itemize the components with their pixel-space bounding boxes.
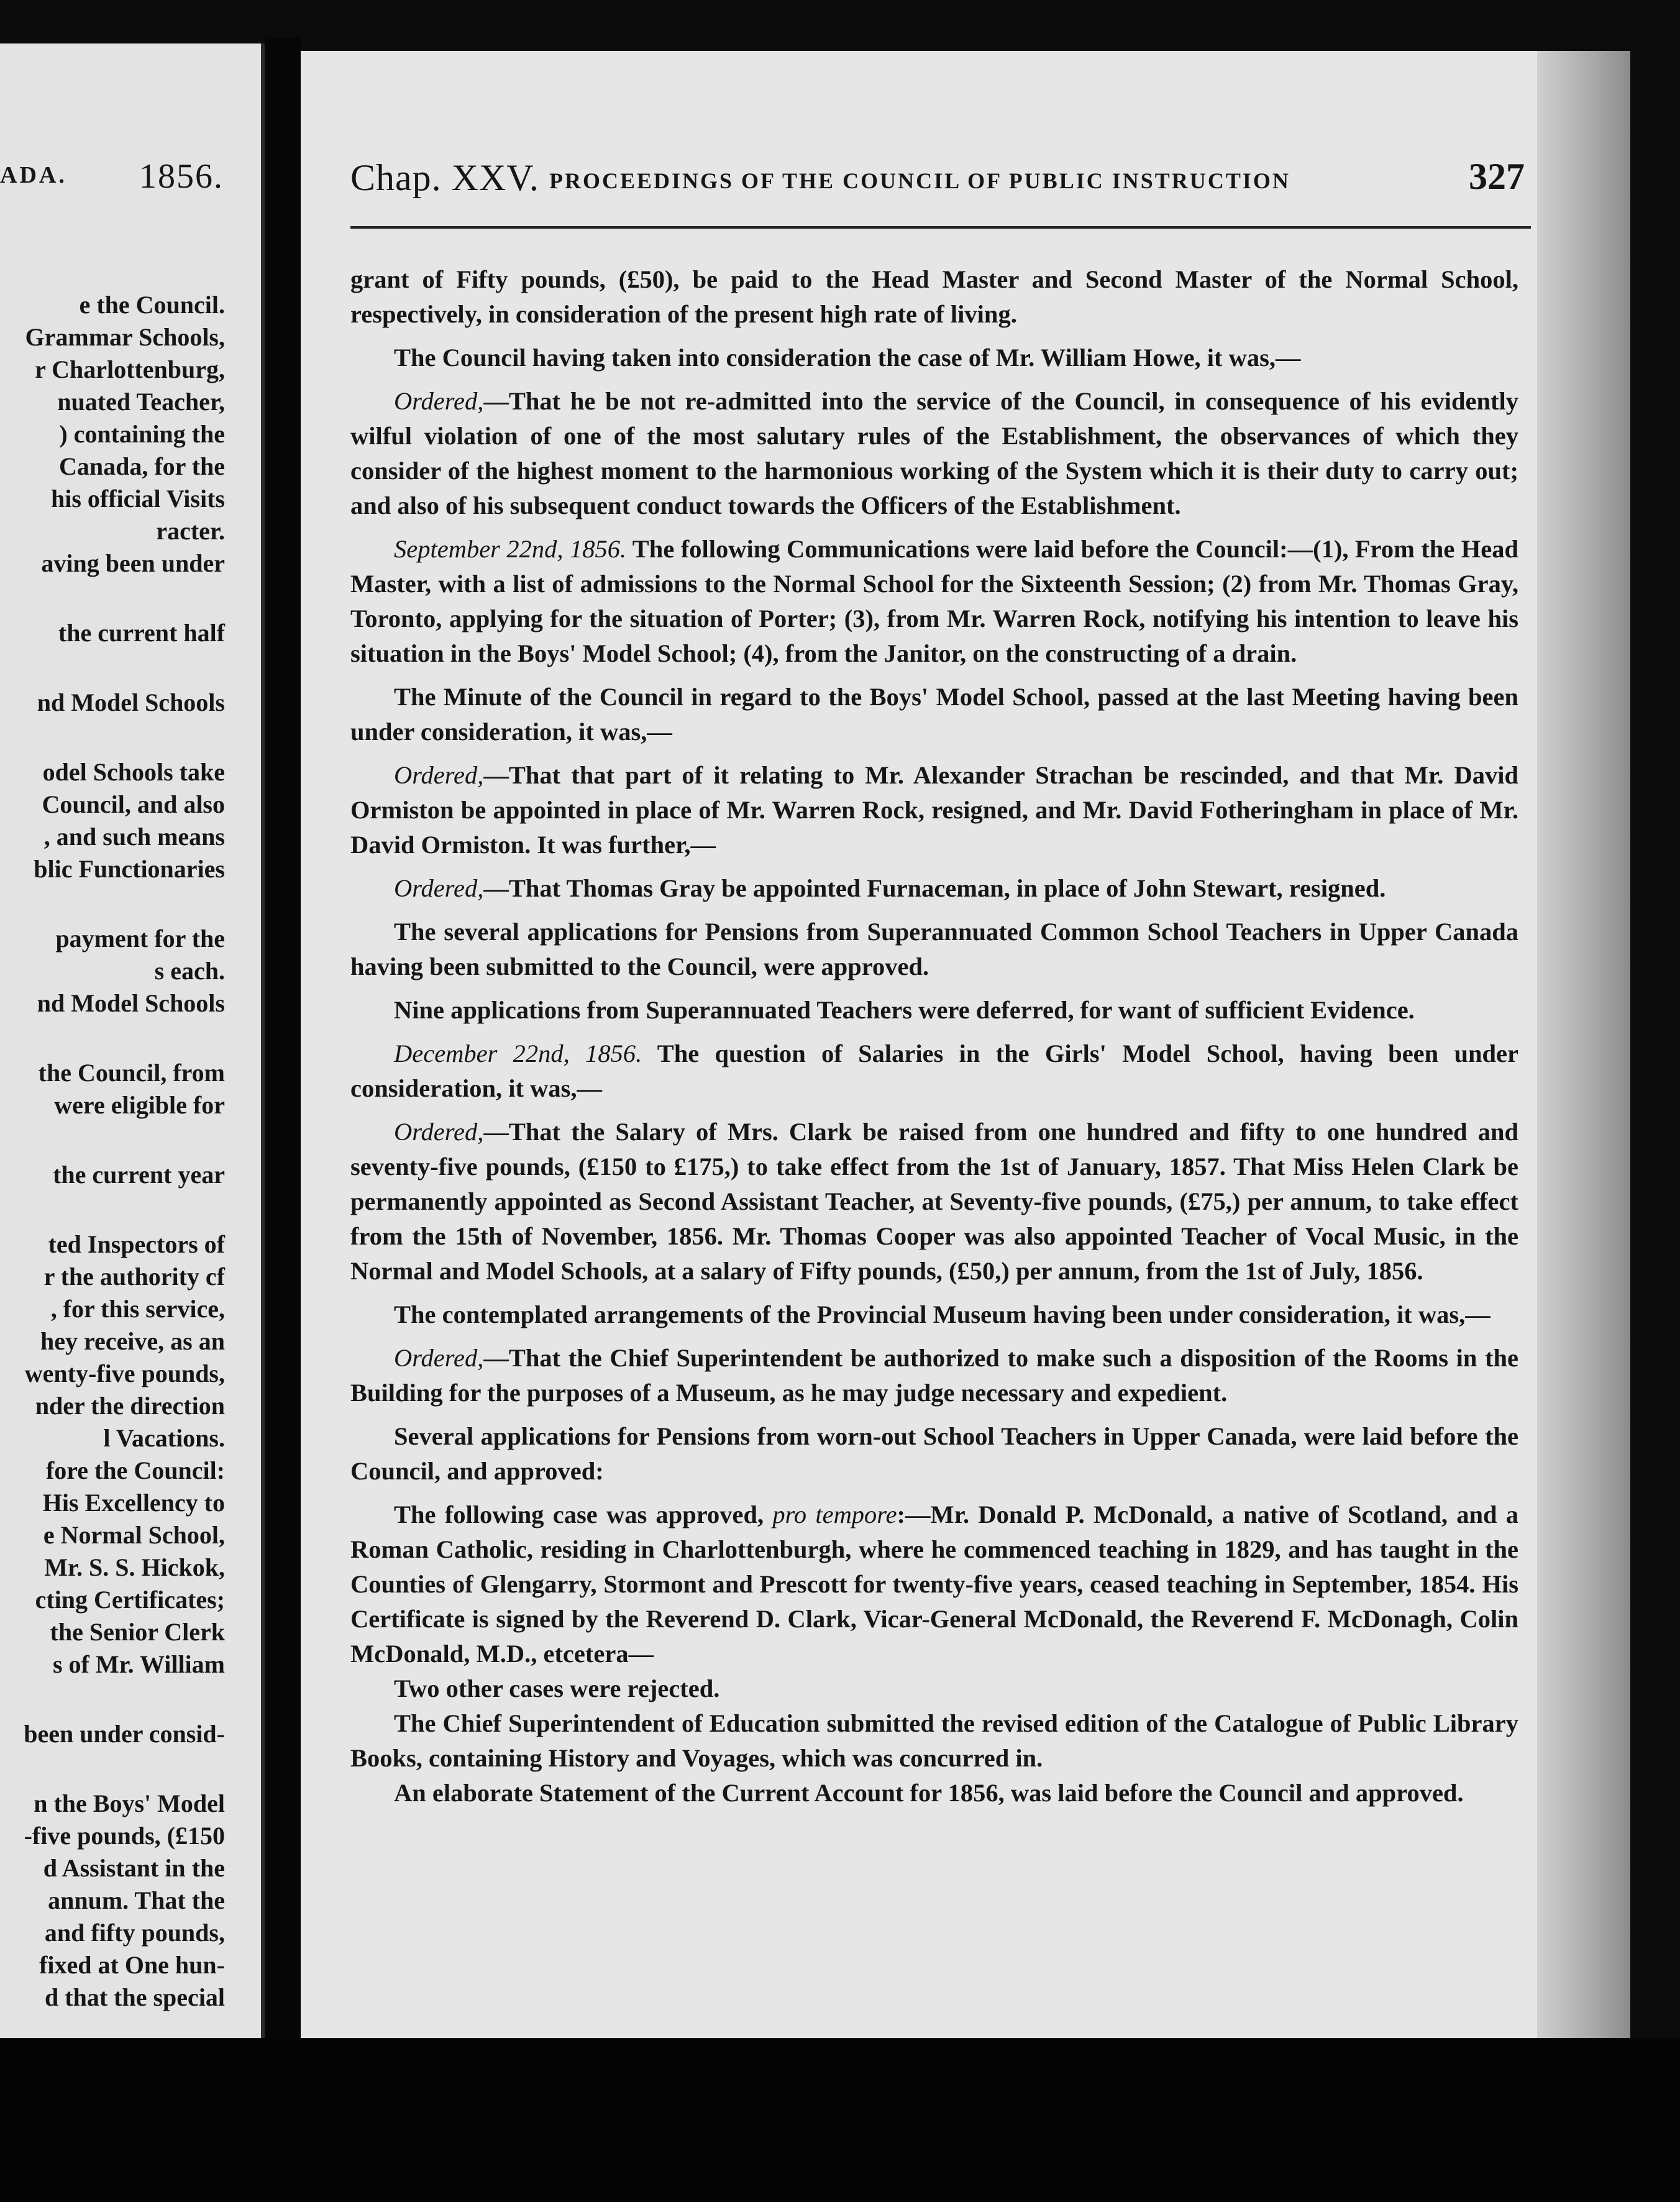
left-page-line: r Charlottenburg, bbox=[35, 355, 225, 383]
paragraph-text: The question of Salaries in the Girls' Model School, having been under consideration, it was,— bbox=[350, 1039, 1518, 1102]
paragraph-lead: Ordered, bbox=[394, 387, 484, 415]
left-page-line: odel Schools take bbox=[42, 758, 225, 786]
left-page-line: n the Boys' Model bbox=[34, 1789, 225, 1817]
left-page-line: the current year bbox=[53, 1161, 225, 1189]
left-page-line: aving been under bbox=[41, 549, 225, 577]
paragraph bbox=[350, 1297, 1518, 1332]
left-page-line: nuated Teacher, bbox=[57, 388, 225, 416]
left-page-line: His Excellency to bbox=[42, 1489, 225, 1517]
paragraph-text: The following Communications were laid before the Council:—(1), From the Head Master, with a list of admissions to the Normal School for the Sixteenth Session; (2) from Mr. Thomas Gray, Toronto, applying for the situation of Porter; (3), from Mr. Warren Rock, notifying his intention to leave his situation in the Boys' Model School; (4), from the Janitor, on the constructing of a drain. bbox=[350, 535, 1518, 667]
left-page-line: been under consid- bbox=[24, 1720, 225, 1748]
left-page-line: e the Council. bbox=[79, 291, 225, 319]
paragraph-italic: pro tempore bbox=[772, 1501, 897, 1528]
left-page-line: nd Model Schools bbox=[37, 688, 225, 716]
right-page bbox=[301, 51, 1630, 2101]
paragraph-text: —That the Salary of Mrs. Clark be raised from one hundred and fifty to one hundred and seventy-five pounds, (£150 to £175,) to take effect from the 1st of January, 1857. That Miss Helen Clark be permanently appointed as Second Assistant Teacher, at Seventy-five pounds, (£75,) per annum, to take effect from the 15th of November, 1856. Mr. Thomas Cooper was also appointed Teacher of Vocal Music, in the Normal and Model Schools, at a salary of Fifty pounds, (£50,) per annum, from the 1st of July, 1856. bbox=[350, 1118, 1518, 1285]
left-page-text bbox=[0, 289, 225, 2014]
left-page-line: s each. bbox=[154, 957, 225, 985]
book-spine-gap bbox=[265, 37, 301, 2088]
paragraph-text: —That that part of it relating to Mr. Alexander Strachan be rescinded, and that Mr. David Ormiston be appointed in place of Mr. Warren Rock, resigned, and Mr. David Fotheringham in place of Mr. David Ormiston. It was further,— bbox=[350, 761, 1518, 859]
left-page-line bbox=[0, 1020, 225, 1057]
left-page-line: wenty-five pounds, bbox=[24, 1359, 225, 1387]
left-page-line: his official Visits bbox=[50, 485, 225, 513]
running-title: PROCEEDINGS OF THE COUNCIL OF PUBLIC INSTRUCTION bbox=[549, 168, 1290, 193]
left-page-line: payment for the bbox=[55, 925, 225, 953]
left-page-line: fixed at One hun- bbox=[39, 1951, 225, 1979]
paragraph-lead: September 22nd, 1856. bbox=[394, 535, 627, 563]
page-number: 327 bbox=[1469, 156, 1525, 197]
left-page-line bbox=[0, 885, 225, 923]
paragraph-text: The contemplated arrangements of the Provincial Museum having been under consideration, it was,— bbox=[394, 1300, 1491, 1328]
paragraph-lead: Ordered, bbox=[394, 761, 484, 789]
left-page-line bbox=[0, 1122, 225, 1159]
page-edge-shadow bbox=[1537, 51, 1630, 2101]
left-page-line: -five pounds, (£150 bbox=[24, 1822, 225, 1850]
paragraph-text: The Council having taken into consideration the case of Mr. William Howe, it was,— bbox=[394, 344, 1301, 372]
running-header bbox=[350, 157, 1525, 206]
left-page-line: the Council, from bbox=[38, 1059, 225, 1087]
left-facing-page bbox=[0, 43, 265, 2063]
left-page-line: were eligible for bbox=[54, 1091, 225, 1119]
left-page-line: , for this service, bbox=[50, 1295, 225, 1323]
paragraph bbox=[350, 1419, 1518, 1489]
left-page-line: Grammar Schools, bbox=[25, 323, 225, 351]
paragraph-text: —That Thomas Gray be appointed Furnaceman, in place of John Stewart, resigned. bbox=[483, 874, 1386, 902]
paragraph-text: The Chief Superintendent of Education submitted the revised edition of the Catalogue of Public Library Books, containing History and Voyages, which was concurred in. bbox=[350, 1709, 1518, 1772]
left-page-line bbox=[0, 1681, 225, 1718]
left-page-line: racter. bbox=[156, 517, 225, 545]
left-page-line: annum. That the bbox=[48, 1886, 225, 1914]
left-page-line: e Normal School, bbox=[43, 1521, 225, 1549]
paragraph bbox=[350, 340, 1518, 375]
paragraph-text: The following case was approved, bbox=[394, 1501, 773, 1528]
left-page-line: l Vacations. bbox=[103, 1424, 225, 1452]
paragraph-text: The several applications for Pensions from Superannuated Common School Teachers in Upper Canada having been submitted to the Council, were approved. bbox=[350, 918, 1518, 980]
paragraph bbox=[350, 262, 1518, 332]
left-page-line bbox=[0, 719, 225, 756]
paragraph bbox=[350, 1115, 1518, 1289]
paragraph bbox=[350, 384, 1518, 523]
bottom-shadow bbox=[0, 2038, 1680, 2202]
left-page-line: Council, and also bbox=[42, 790, 225, 818]
left-page-line bbox=[0, 1191, 225, 1228]
left-page-line bbox=[0, 1750, 225, 1788]
left-page-line: Mr. S. S. Hickok, bbox=[44, 1553, 225, 1581]
paragraph bbox=[350, 1776, 1518, 1811]
chapter-label: Chap. XXV. bbox=[350, 157, 539, 198]
left-header-running-title: ADA. bbox=[0, 162, 67, 188]
paragraph-text: :—Mr. Donald P. McDonald, a native of Scotland, and a Roman Catholic, residing in Charlottenburgh, where he commenced teaching in 1829, and has taught in the Counties of Glengarry, Stormont and Prescott for twenty-five years, ceased teaching in September, 1854. His Certificate is signed by the Reverend D. Clark, Vicar-General McDonald, the Reverend F. McDonagh, Colin McDonald, M.D., etcetera— bbox=[350, 1501, 1518, 1668]
paragraph-text: Nine applications from Superannuated Teachers were deferred, for want of sufficient Evidence. bbox=[394, 996, 1415, 1024]
paragraph bbox=[350, 680, 1518, 749]
left-header-year: 1856. bbox=[139, 157, 224, 196]
paragraph-text: grant of Fifty pounds, (£50), be paid to the Head Master and Second Master of the Normal School, respectively, in consideration of the present high rate of living. bbox=[350, 265, 1518, 328]
left-page-header bbox=[0, 157, 224, 217]
left-page-line: , and such means bbox=[43, 823, 225, 851]
paragraph-text: Several applications for Pensions from worn-out School Teachers in Upper Canada, were laid before the Council, and approved: bbox=[350, 1422, 1518, 1485]
paragraph-text: Two other cases were rejected. bbox=[394, 1674, 720, 1702]
paragraph-text: An elaborate Statement of the Current Account for 1856, was laid before the Council and approved. bbox=[394, 1779, 1464, 1807]
left-page-line: nd Model Schools bbox=[37, 989, 225, 1017]
left-page-line: blic Functionaries bbox=[34, 855, 225, 883]
left-page-line: s of Mr. William bbox=[52, 1650, 225, 1678]
paragraph bbox=[350, 993, 1518, 1028]
paragraph bbox=[350, 1706, 1518, 1776]
paragraph bbox=[350, 871, 1518, 906]
left-page-line: nder the direction bbox=[35, 1392, 225, 1420]
left-page-line: ) containing the bbox=[59, 420, 225, 448]
left-page-line: d that the special bbox=[45, 1983, 225, 2011]
paragraph bbox=[350, 915, 1518, 984]
paragraph bbox=[350, 1497, 1518, 1671]
paragraph-lead: Ordered, bbox=[394, 874, 484, 902]
left-page-line: ted Inspectors of bbox=[48, 1230, 225, 1258]
paragraph-text: —That he be not re-admitted into the service of the Council, in consequence of his evidently wilful violation of one of the most salutary rules of the Establishment, the observances of which they consider of the highest moment to the harmonious working of the System which it is their duty to carry out; and also of his subsequent conduct towards the Officers of the Establishment. bbox=[350, 387, 1518, 519]
left-page-line bbox=[0, 649, 225, 687]
left-page-line: and fifty pounds, bbox=[44, 1919, 225, 1947]
left-page-line: the Senior Clerk bbox=[50, 1618, 225, 1646]
left-page-line: r the authority cf bbox=[43, 1263, 225, 1291]
page-body bbox=[350, 262, 1518, 1819]
paragraph-lead: Ordered, bbox=[394, 1118, 484, 1146]
left-page-line: the current half bbox=[58, 619, 225, 647]
paragraph bbox=[350, 532, 1518, 671]
paragraph bbox=[350, 1036, 1518, 1106]
paragraph bbox=[350, 1671, 1518, 1706]
left-page-line: d Assistant in the bbox=[43, 1854, 225, 1882]
left-page-line: cting Certificates; bbox=[35, 1586, 225, 1614]
left-page-line bbox=[0, 580, 225, 617]
left-page-line: Canada, for the bbox=[58, 452, 225, 480]
paragraph-text: —That the Chief Superintendent be authorized to make such a disposition of the Rooms in the Building for the purposes of a Museum, as he may judge necessary and expedient. bbox=[350, 1344, 1518, 1407]
left-page-line: hey receive, as an bbox=[40, 1327, 225, 1355]
paragraph bbox=[350, 758, 1518, 862]
header-rule bbox=[350, 226, 1531, 229]
left-page-line: fore the Council: bbox=[45, 1456, 225, 1484]
paragraph-text: The Minute of the Council in regard to the Boys' Model School, passed at the last Meeting having been under consideration, it was,— bbox=[350, 683, 1518, 746]
paragraph-lead: Ordered, bbox=[394, 1344, 484, 1372]
paragraph bbox=[350, 1341, 1518, 1410]
paragraph-lead: December 22nd, 1856. bbox=[394, 1039, 642, 1067]
